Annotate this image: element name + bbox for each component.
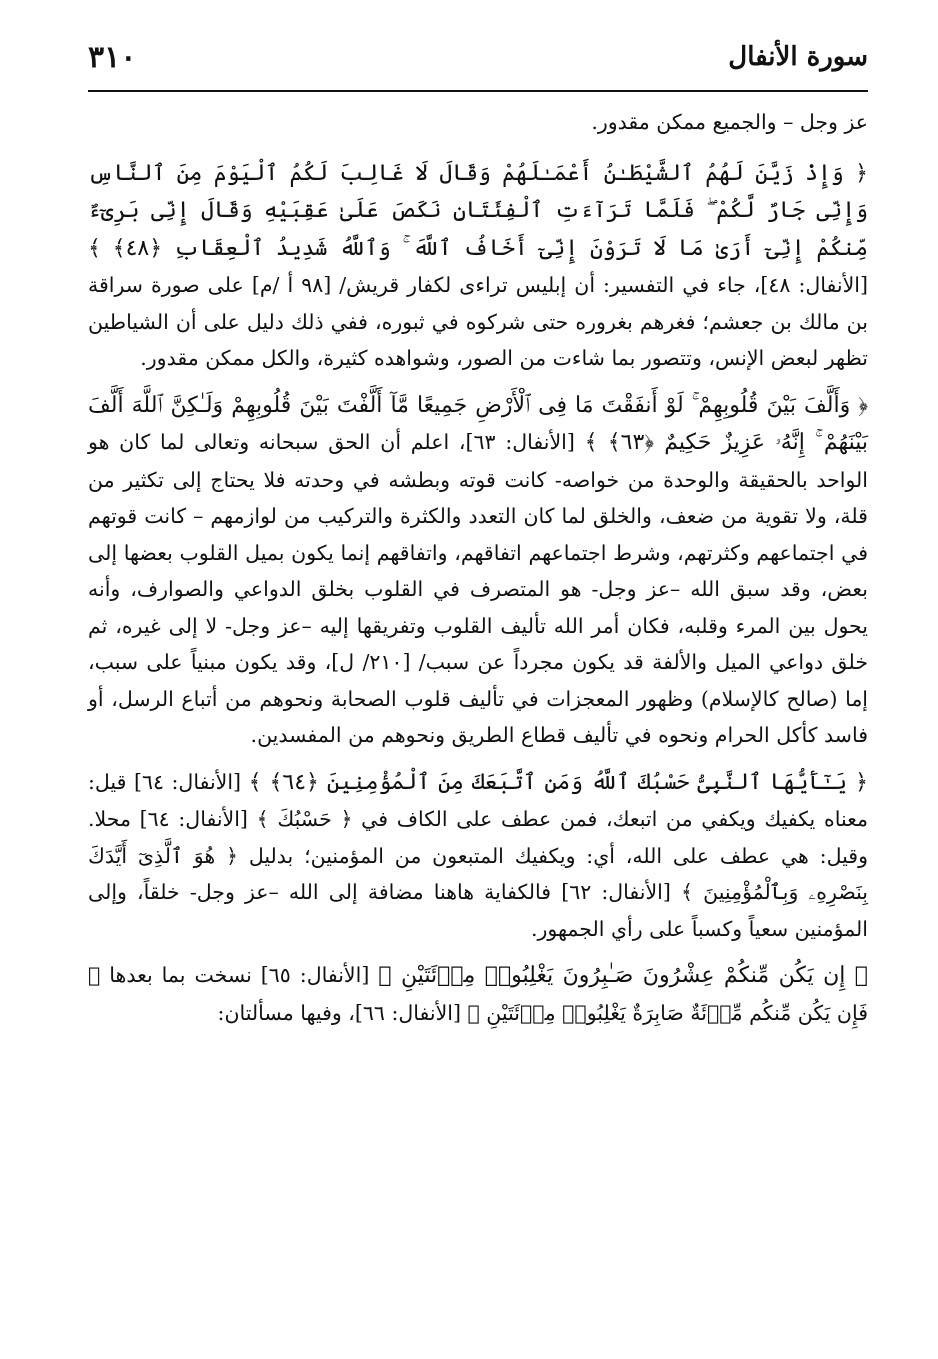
paragraph-intro <box>88 104 868 141</box>
paragraph-anfal-63 <box>88 387 868 754</box>
quran-verse: ﴿ وَأَلَّفَ بَيْنَ قُلُوبِهِمْ ۚ لَوْ أَنفَقْتَ مَا فِى ٱلْأَرْضِ جَمِيعًا مَّآ أَلَّفْتَ بَيْنَ قُلُوبِهِمْ وَلَـٰكِنَّ ٱللَّهَ أَلَّفَ بَيْنَهُمْ ۚ إِنَّهُۥ عَزِيزٌ حَكِيمٌ ﴿٦٣﴾ ﴾ <box>88 392 869 455</box>
paragraph-text: [الأنفال: ٦٥] نسخت بما بعدها ﴿ فَإِن يَكُن مِّنكُم مِّا۟ئَةٌ صَابِرَةٌ يَغْلِبُوا۟ مِا۟ئَتَيْنِ ﴾ [الأنفال: ٦٦]، وفيها مسألتان: <box>88 963 868 1025</box>
paragraph-text: عز وجل – والجميع ممكن مقدور. <box>591 110 868 134</box>
quran-verse: ﴿ يَـٰٓأَيُّهَا ٱلنَّبِىُّ حَسْبُكَ ٱللَّهُ وَمَنِ ٱتَّبَعَكَ مِنَ ٱلْمُؤْمِنِينَ ﴿٦٤﴾ ﴾ <box>248 769 868 795</box>
paragraph-text: [الأنفال: ٦٣]، اعلم أن الحق سبحانه وتعالى لما كان هو الواحد بالحقيقة والوحدة من خواصه- كانت قوته وبطشه في وحدته فلا يحتاج إلى تكثير من قلة، ولا تقوية من ضعف، والخلق لما كان التعدد والكثرة والتركيب من لوازمهم – كانت قوتهم في اجتماعهم وكثرتهم، وشرط اجتماعهم اتفاقهم، واتفاقهم إنما يكون بميل القلوب بعضها إلى بعض، وقد سبق الله –عز وجل- هو المتصرف في القلوب بخلق الدواعي والصوارف، وأنه يحول بين المرء وقلبه، فكان أمر الله تأليف القلوب وتفريقها إليه –عز وجل- لا إلى غيره، ثم خلق دواعي الميل والألفة قد يكون مجرداً عن سبب/ [٢١٠/ ل]، وقد يكون مبنياً على سبب، إما (صالح كالإسلام) وظهور المعجزات في تأليف قلوب الصحابة ونحوهم من أتباع الرسل، أو فاسد كأكل الحرام ونحوه في تأليف قطاع الطريق ونحوهم من المفسدين. <box>88 430 868 747</box>
page-number: ٣١٠ <box>88 40 137 75</box>
paragraph-text: [الأنفال: ٦٤] قيل: معناه يكفيك ويكفي من اتبعك، فمن عطف على الكاف في ﴿ حَسْبُكَ ﴾ [الأنفال: ٦٤] محلا. وقيل: هي عطف على الله، أي: ويكفيك المتبعون من المؤمنين؛ بدليل ﴿ هُوَ ٱلَّذِىٓ أَيَّدَكَ بِنَصْرِهِۦ وَبِٱلْمُؤْمِنِينَ ﴾ [الأنفال: ٦٢] فالكفاية هاهنا مضافة إلى الله –عز وجل- خلقاً، وإلى المؤمنين سعياً وكسباً على رأي الجمهور. <box>88 769 869 941</box>
page-header <box>88 40 868 92</box>
paragraph-anfal-64 <box>88 764 868 948</box>
page-body <box>88 104 868 1031</box>
quran-verse: ﴿ إِن يَكُن مِّنكُمْ عِشْرُونَ صَـٰبِرُونَ يَغْلِبُوا۟ مِا۟ئَتَيْنِ ﴾ <box>378 963 868 988</box>
paragraph-anfal-48 <box>88 155 868 377</box>
document-page <box>88 40 868 1041</box>
paragraph-text: [الأنفال: ٤٨]، جاء في التفسير: أن إبليس تراءى لكفار قريش/ [٩٨ أ /م] على صورة سراقة بن مالك بن جعشم؛ فغرهم بغروره حتى شركوه في ثبوره، ففي ذلك دليل على أن الشياطين تظهر لبعض الإنس، وتتصور بما شاءت من الصور، وشواهده كثيرة، والكل ممكن مقدور. <box>88 273 868 370</box>
quran-verse: ﴿ وَإِذْ زَيَّنَ لَهُمُ ٱلشَّيْطَـٰنُ أَعْمَـٰلَهُمْ وَقَالَ لَا غَالِبَ لَكُمُ ٱلْيَوْمَ مِنَ ٱلنَّاسِ وَإِنِّى جَارٌ لَّكُمْ ۖ فَلَمَّا تَرَآءَتِ ٱلْفِئَتَانِ نَكَصَ عَلَىٰ عَقِبَيْهِ وَقَالَ إِنِّى بَرِىٓءٌ مِّنكُمْ إِنِّىٓ أَرَىٰ مَا لَا تَرَوْنَ إِنِّىٓ أَخَافُ ٱللَّهَ ۚ وَٱللَّهُ شَدِيدُ ٱلْعِقَابِ ﴿٤٨﴾ ﴾ <box>88 160 868 261</box>
paragraph-anfal-65 <box>88 957 868 1031</box>
surah-title: سورة الأنفال <box>728 42 868 72</box>
